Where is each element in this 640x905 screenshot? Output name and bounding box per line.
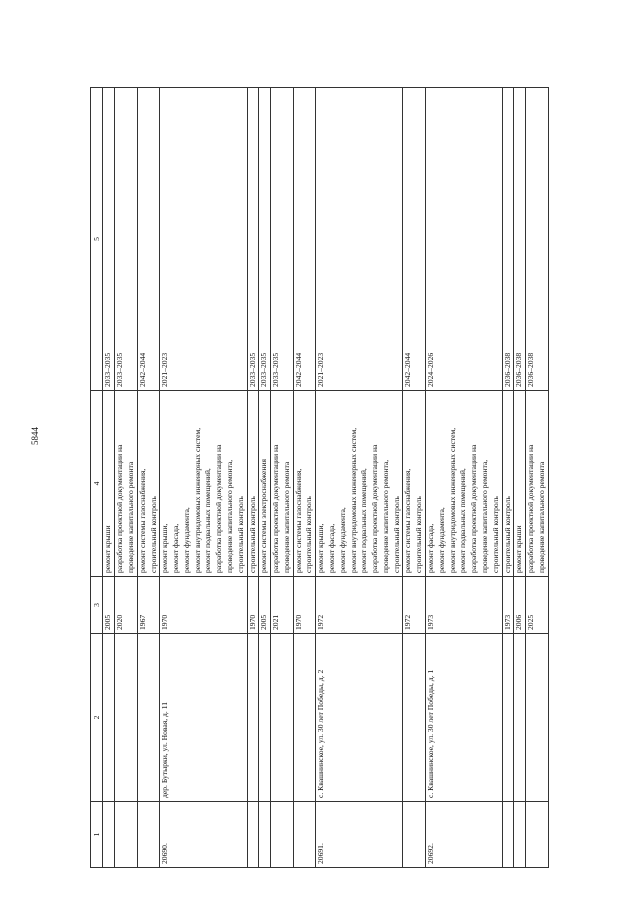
row-number-cell: 20692. [426,802,502,868]
year-cell: 1972 [316,577,403,634]
table-row [403,88,426,868]
year-cell: 1967 [137,577,160,634]
work-item: разработка проектной документации на [214,444,224,573]
year-cell: 2021 [271,577,294,634]
address-cell [293,634,316,802]
column-header: 2 [91,634,103,802]
row-number-cell [137,802,160,868]
work-item: ремонт системы газоснабжения, [137,468,147,573]
work-item: строительный контроль [414,496,424,573]
row-number-cell [403,802,426,868]
work-item: строительный контроль [502,496,512,573]
work-item: ремонт фундамента, [181,507,191,573]
work-item: ремонт подвальных помещений, [458,468,468,573]
work-item: строительный контроль [490,496,500,573]
work-item: ремонт крыши [514,525,524,573]
period-cell: 2021–2023 [316,88,403,391]
period-cell: 2036–2038 [502,88,514,391]
works-cell [502,391,514,577]
row-number-cell: 20690. [160,802,247,868]
year-cell: 1973 [502,577,514,634]
row-number-cell [103,802,115,868]
rotated-table-sheet [90,88,590,868]
work-item: ремонт системы электроснабжения [259,458,269,573]
work-item: ремонт фасада, [171,523,181,573]
period-cell: 2024–2026 [426,88,502,391]
work-item: строительный контроль [247,496,257,573]
period-cell: 2033–2035 [247,88,259,391]
address-cell [247,634,259,802]
row-number-cell [115,802,138,868]
work-item: ремонт внутридомовых инженерных систем, [192,427,202,573]
work-item: ремонт системы газоснабжения, [293,468,303,573]
period-cell: 2021–2023 [160,88,247,391]
year-cell: 1970 [160,577,247,634]
works-cell [514,391,526,577]
works-cell [526,391,549,577]
row-number-cell [526,802,549,868]
works-cell [137,391,160,577]
works-cell [103,391,115,577]
column-header: 5 [91,88,103,391]
table-row [115,88,138,868]
table-row [316,88,403,868]
table-row [293,88,316,868]
page-number: 5844 [30,427,40,445]
works-cell [115,391,138,577]
row-number-cell [502,802,514,868]
works-cell [271,391,294,577]
work-item: ремонт фундамента, [337,507,347,573]
address-cell: с. Квашнинское, ул. 30 лет Победы, д. 2 [316,634,403,802]
address-cell [514,634,526,802]
work-item: разработка проектной документации на [271,444,281,573]
works-cell [403,391,426,577]
work-item: ремонт фундамента, [436,507,446,573]
row-number-cell [293,802,316,868]
table-row [426,88,502,868]
row-number-cell [271,802,294,868]
year-cell: 1970 [293,577,316,634]
period-cell: 2036–2038 [514,88,526,391]
work-item: ремонт внутридомовых инженерных систем, [348,427,358,573]
column-header: 1 [91,802,103,868]
year-cell: 1972 [403,577,426,634]
works-cell [247,391,259,577]
period-cell: 2033–2035 [115,88,138,391]
work-item: ремонт крыши [103,525,113,573]
work-item: строительный контроль [235,496,245,573]
address-cell: дер. Бутырки, ул. Новая, д. 11 [160,634,247,802]
table-row [247,88,259,868]
table-row [137,88,160,868]
works-cell [259,391,271,577]
year-cell: 1973 [426,577,502,634]
work-item: разработка проектной документации на [115,444,125,573]
work-item: ремонт подвальных помещений, [359,468,369,573]
work-item: проведение капитального ремонта [281,461,291,573]
work-item: проведение капитального ремонта, [224,459,234,573]
address-cell [526,634,549,802]
address-cell [259,634,271,802]
period-cell: 2042–2044 [137,88,160,391]
work-item: ремонт фасада, [327,523,337,573]
address-cell [137,634,160,802]
column-header: 4 [91,391,103,577]
address-cell [103,634,115,802]
address-cell [403,634,426,802]
table-row [271,88,294,868]
period-cell: 2033–2035 [259,88,271,391]
period-cell: 2042–2044 [403,88,426,391]
work-item: ремонт системы газоснабжения, [403,468,413,573]
table-body [103,88,548,868]
period-cell: 2033–2035 [271,88,294,391]
work-item: строительный контроль [304,496,314,573]
work-item: проведение капитального ремонта, [479,459,489,573]
row-number-cell [514,802,526,868]
row-number-cell [247,802,259,868]
year-cell: 2006 [514,577,526,634]
row-number-cell [259,802,271,868]
column-header: 3 [91,577,103,634]
table-row [160,88,247,868]
work-item: проведение капитального ремонта [125,461,135,573]
year-cell: 2005 [259,577,271,634]
table-row [103,88,115,868]
year-cell: 1970 [247,577,259,634]
work-item: строительный контроль [148,496,158,573]
period-cell: 2036–2038 [526,88,549,391]
work-item: разработка проектной документации на [526,444,536,573]
works-cell [426,391,502,577]
address-cell [115,634,138,802]
work-item: ремонт крыши, [160,523,170,573]
work-item: ремонт крыши, [316,523,326,573]
table-row [526,88,549,868]
year-cell: 2025 [526,577,549,634]
row-number-cell: 20691. [316,802,403,868]
work-item: ремонт фасада, [426,523,436,573]
work-item: проведение капитального ремонта, [380,459,390,573]
works-cell [316,391,403,577]
table-row [502,88,514,868]
year-cell: 2020 [115,577,138,634]
work-item: разработка проектной документации на [469,444,479,573]
year-cell: 2005 [103,577,115,634]
work-item: ремонт подвальных помещений, [203,468,213,573]
header-row [91,88,103,868]
work-item: разработка проектной документации на [370,444,380,573]
period-cell: 2033–2035 [103,88,115,391]
repair-schedule-table [90,87,549,868]
table-row [259,88,271,868]
work-item: строительный контроль [391,496,401,573]
period-cell: 2042–2044 [293,88,316,391]
address-cell [271,634,294,802]
works-cell [160,391,247,577]
work-item: проведение капитального ремонта [536,461,546,573]
table-row [514,88,526,868]
address-cell [502,634,514,802]
works-cell [293,391,316,577]
work-item: ремонт внутридомовых инженерных систем, [447,427,457,573]
address-cell: с. Квашнинское, ул. 30 лет Победы, д. 1 [426,634,502,802]
